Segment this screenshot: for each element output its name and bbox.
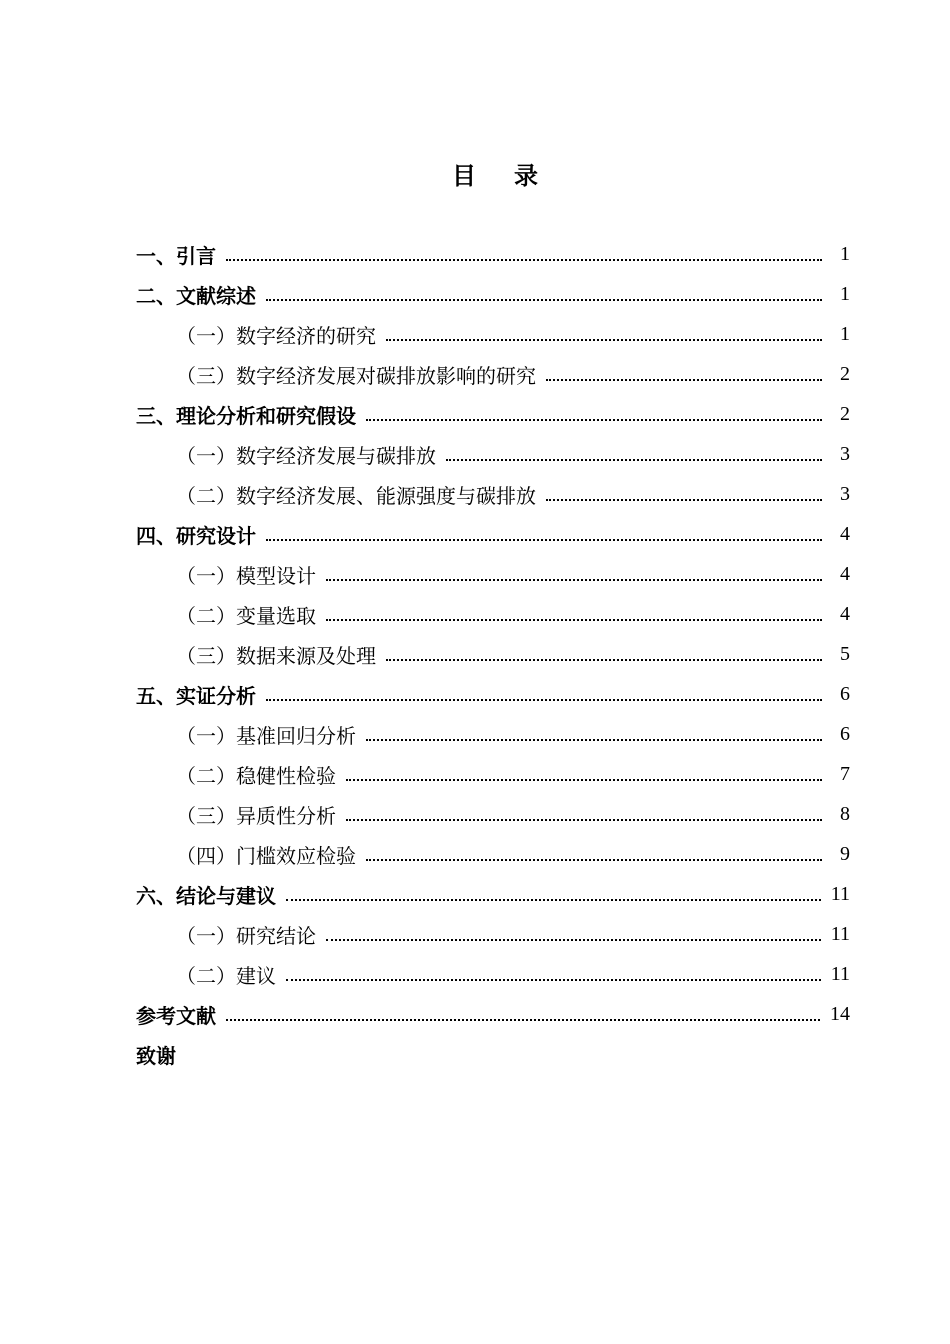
toc-entry-label: （一）模型设计 [176, 563, 316, 588]
toc-leader-dots [366, 419, 822, 421]
page-title [0, 156, 950, 191]
toc-entry-chapter[interactable] [136, 234, 850, 274]
toc-entry-label: （四）门槛效应检验 [176, 843, 356, 868]
toc-entry-label: （一）数字经济的研究 [176, 323, 376, 348]
toc-leader-dots [226, 1019, 820, 1021]
toc-entry-label: 五、实证分析 [136, 683, 256, 708]
toc-page-number: 3 [840, 442, 850, 465]
toc-entry-section[interactable] [136, 474, 850, 514]
toc-leader-dots [386, 339, 822, 341]
toc-page-number: 11 [830, 882, 850, 905]
title-char-right: 录 [514, 162, 538, 190]
toc-leader-dots [386, 659, 822, 661]
toc-page-number: 11 [830, 922, 850, 945]
toc-entry-chapter[interactable] [136, 1034, 850, 1074]
toc-page-number: 8 [840, 802, 850, 825]
toc-entry-section[interactable] [136, 594, 850, 634]
toc-leader-dots [326, 579, 822, 581]
toc-entry-section[interactable] [136, 554, 850, 594]
toc-page-number: 7 [840, 762, 850, 785]
toc-leader-dots [546, 379, 822, 381]
toc-entry-chapter[interactable] [136, 514, 850, 554]
toc-page-number: 9 [840, 842, 850, 865]
toc-page-number: 2 [840, 402, 850, 425]
toc-page-number: 4 [840, 602, 850, 625]
toc-entry-label: （一）数字经济发展与碳排放 [176, 443, 436, 468]
toc-entry-label: 一、引言 [136, 243, 216, 268]
toc-leader-dots [346, 779, 822, 781]
title-char-left: 目 [452, 162, 476, 190]
toc-page-number: 4 [840, 522, 850, 545]
toc-entry-label: （二）建议 [176, 963, 276, 988]
toc-entry-label: 六、结论与建议 [136, 883, 276, 908]
toc-leader-dots [546, 499, 822, 501]
toc-entry-label: （三）数据来源及处理 [176, 643, 376, 668]
toc-page-number: 1 [840, 322, 850, 345]
toc-entry-label: （一）基准回归分析 [176, 723, 356, 748]
toc-entry-section[interactable] [136, 434, 850, 474]
toc-page-number: 2 [840, 362, 850, 385]
toc-entry-section[interactable] [136, 794, 850, 834]
toc-leader-dots [446, 459, 822, 461]
toc-entry-label: （三）异质性分析 [176, 803, 336, 828]
toc-entry-chapter[interactable] [136, 394, 850, 434]
toc-page-number: 1 [840, 282, 850, 305]
toc-entry-label: 致谢 [136, 1043, 176, 1068]
toc-page-number: 14 [830, 1002, 850, 1025]
toc-entry-section[interactable] [136, 354, 850, 394]
toc-entry-section[interactable] [136, 914, 850, 954]
toc-leader-dots [226, 259, 822, 261]
toc-entry-chapter[interactable] [136, 874, 850, 914]
toc-entry-section[interactable] [136, 634, 850, 674]
toc-entry-label: （二）数字经济发展、能源强度与碳排放 [176, 483, 536, 508]
toc-entry-chapter[interactable] [136, 994, 850, 1034]
toc-leader-dots [266, 539, 822, 541]
toc-page-number: 4 [840, 562, 850, 585]
toc-entry-chapter[interactable] [136, 674, 850, 714]
toc-entry-section[interactable] [136, 954, 850, 994]
toc-leader-dots [346, 819, 822, 821]
toc-entry-label: 二、文献综述 [136, 283, 256, 308]
toc-entry-label: （二）稳健性检验 [176, 763, 336, 788]
toc-entry-label: 三、理论分析和研究假设 [136, 403, 356, 428]
toc-entry-label: 四、研究设计 [136, 523, 256, 548]
toc-leader-dots [266, 299, 822, 301]
toc-page-number: 5 [840, 642, 850, 665]
toc-leader-dots [266, 699, 822, 701]
toc-page-number: 1 [840, 242, 850, 265]
toc-entry-label: 参考文献 [136, 1003, 216, 1028]
toc-entry-section[interactable] [136, 834, 850, 874]
toc-entry-label: （一）研究结论 [176, 923, 316, 948]
toc-leader-dots [286, 979, 821, 981]
toc-entry-label: （三）数字经济发展对碳排放影响的研究 [176, 363, 536, 388]
toc-entry-label: （二）变量选取 [176, 603, 316, 628]
toc-entry-section[interactable] [136, 714, 850, 754]
toc-page-number: 6 [840, 682, 850, 705]
toc-leader-dots [286, 899, 821, 901]
toc-entry-section[interactable] [136, 754, 850, 794]
toc-entry-section[interactable] [136, 314, 850, 354]
table-of-contents [136, 234, 850, 1074]
toc-leader-dots [366, 859, 822, 861]
toc-leader-dots [326, 619, 822, 621]
toc-leader-dots [326, 939, 821, 941]
toc-page-number: 6 [840, 722, 850, 745]
toc-page-number: 3 [840, 482, 850, 505]
toc-leader-dots [366, 739, 822, 741]
toc-page-number: 11 [830, 962, 850, 985]
toc-entry-chapter[interactable] [136, 274, 850, 314]
